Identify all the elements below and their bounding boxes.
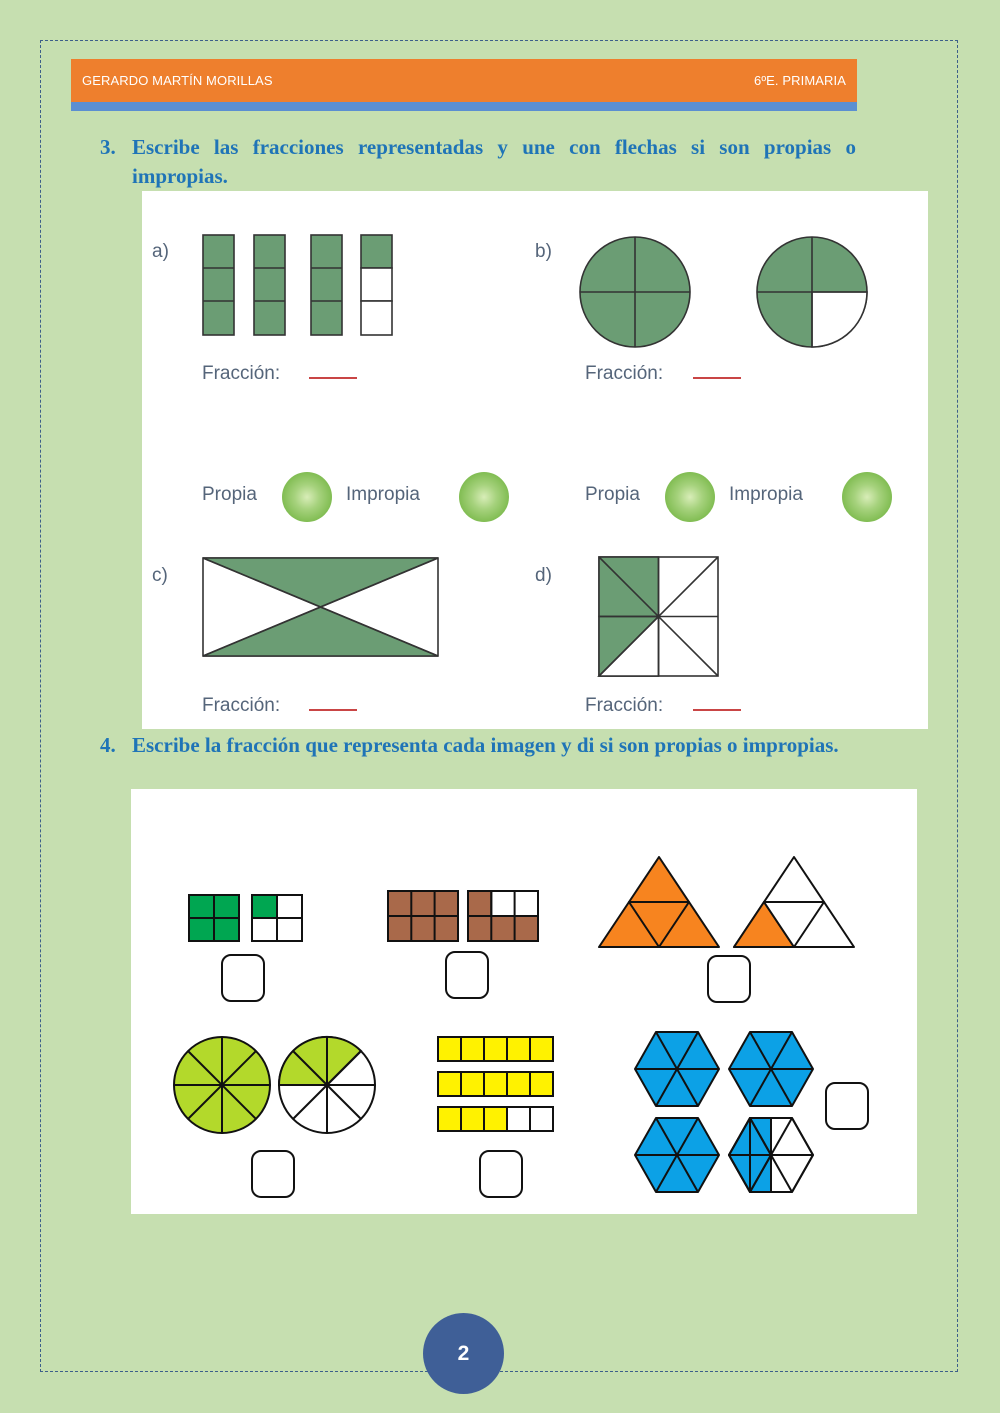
- exercise-3-number: 3.: [100, 135, 116, 159]
- exercise-4-panel: [131, 789, 917, 1214]
- exercise-4-prompt: Escribe la fracción que representa cada imagen y di si son propias o impropias.: [132, 733, 839, 757]
- item-d-letter: d): [535, 565, 552, 586]
- header-author: GERARDO MARTÍN MORILLAS: [82, 73, 273, 88]
- item-a-fraction-label: Fracción:: [202, 363, 281, 384]
- item-c-fraction-label: Fracción:: [202, 695, 281, 716]
- choice-cd-improper-label: Impropia: [729, 484, 803, 505]
- item-a-letter: a): [152, 241, 169, 262]
- item-c-letter: c): [152, 565, 168, 586]
- figure-green-squares: [189, 895, 302, 941]
- exercise-4-number: 4.: [100, 733, 116, 757]
- item-d-fraction-label: Fracción:: [585, 695, 664, 716]
- exercise-3-heading: [100, 133, 856, 191]
- answer-box-5[interactable]: [479, 1150, 523, 1198]
- choice-ab-proper-label: Propia: [202, 484, 257, 505]
- choice-cd-proper-label: Propia: [585, 484, 640, 505]
- figure-blue-hexagons: [635, 1032, 813, 1192]
- exercise-4-heading: [100, 731, 856, 760]
- exercise-3-prompt: Escribe las fracciones representadas y une con flechas si son propias o impropias.: [132, 135, 856, 188]
- item-d-answer-line[interactable]: [693, 709, 741, 711]
- page-number: 2: [423, 1313, 504, 1394]
- answer-box-4[interactable]: [251, 1150, 295, 1198]
- answer-box-1[interactable]: [221, 954, 265, 1002]
- page-header: [71, 59, 857, 102]
- header-stripe: [71, 102, 857, 111]
- exercise-3-panel: [142, 191, 928, 729]
- item-b-letter: b): [535, 241, 552, 262]
- answer-box-6[interactable]: [825, 1082, 869, 1130]
- answer-box-3[interactable]: [707, 955, 751, 1003]
- figure-brown-rectangles: [388, 891, 538, 941]
- choice-ab-improper-label: Impropia: [346, 484, 420, 505]
- item-b-fraction-label: Fracción:: [585, 363, 664, 384]
- answer-box-2[interactable]: [445, 951, 489, 999]
- figure-yellow-bars: [438, 1037, 553, 1131]
- figure-orange-triangles: [599, 857, 854, 947]
- figure-lime-circles: [174, 1037, 375, 1133]
- header-grade: 6ºE. PRIMARIA: [753, 73, 846, 88]
- item-d-square: [142, 191, 928, 729]
